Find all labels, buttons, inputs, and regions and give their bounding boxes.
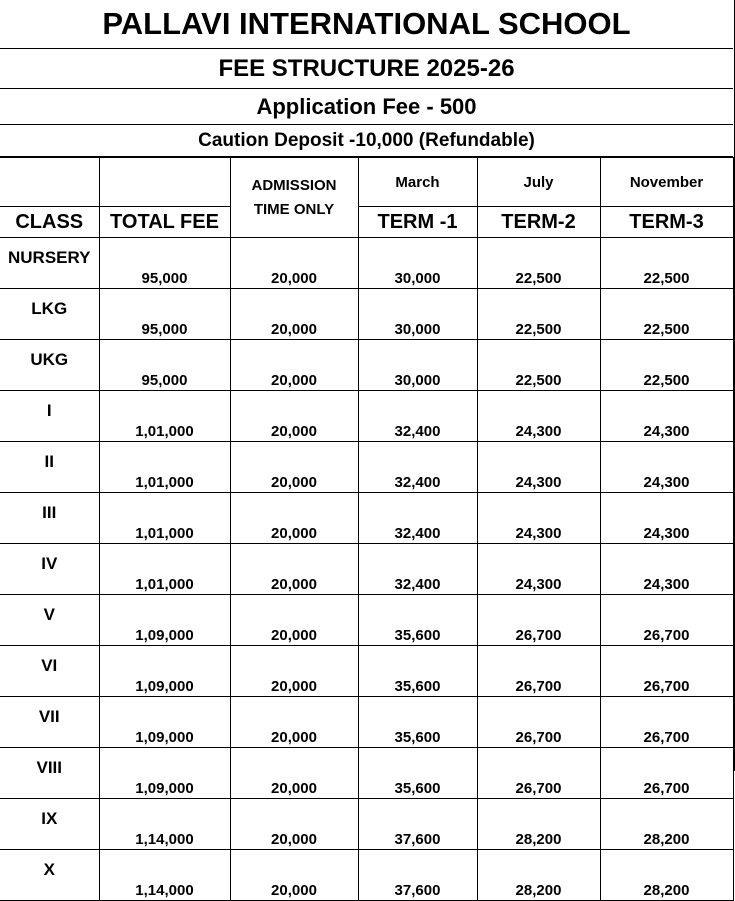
term1-cell: 30,000 [358,340,477,391]
total-fee-cell: 1,01,000 [99,544,230,595]
term3-cell: 26,700 [600,697,733,748]
term2-cell: 26,700 [477,595,600,646]
term2-cell: 22,500 [477,289,600,340]
term2-cell: 24,300 [477,493,600,544]
term1-cell: 35,600 [358,697,477,748]
class-cell: V [0,595,99,646]
admission-line2: TIME ONLY [253,200,335,218]
class-cell: VI [0,646,99,697]
total-fee-cell: 1,09,000 [99,697,230,748]
class-cell: IV [0,544,99,595]
total-fee-cell: 95,000 [99,238,230,289]
table-row [0,289,733,340]
class-cell: VIII [0,748,99,799]
term1-cell: 35,600 [358,595,477,646]
fee-structure-title: FEE STRUCTURE 2025-26 [0,49,733,89]
table-row [0,748,733,799]
total-fee-cell: 1,01,000 [99,493,230,544]
term2-cell: 24,300 [477,544,600,595]
total-fee-cell: 1,14,000 [99,799,230,850]
table-row [0,493,733,544]
table-row [0,697,733,748]
term2-cell: 28,200 [477,850,600,901]
term1-cell: 37,600 [358,850,477,901]
class-cell: II [0,442,99,493]
table-row [0,799,733,850]
admission-fee-cell: 20,000 [230,850,358,901]
header-admission [230,158,358,238]
term3-cell: 26,700 [600,646,733,697]
term1-cell: 35,600 [358,748,477,799]
total-fee-cell: 1,09,000 [99,748,230,799]
table-row [0,238,733,289]
table-row [0,595,733,646]
header-term-1: TERM -1 [358,207,477,238]
total-fee-cell: 1,09,000 [99,595,230,646]
header-term-2: TERM-2 [477,207,600,238]
term1-cell: 32,400 [358,493,477,544]
total-fee-cell: 1,01,000 [99,391,230,442]
class-cell: III [0,493,99,544]
fee-table [0,157,734,901]
term2-cell: 22,500 [477,238,600,289]
header-month-november: November [600,158,733,207]
admission-fee-cell: 20,000 [230,544,358,595]
term2-cell: 26,700 [477,748,600,799]
total-fee-cell: 1,01,000 [99,442,230,493]
header-term-3: TERM-3 [600,207,733,238]
table-row [0,646,733,697]
term3-cell: 26,700 [600,595,733,646]
admission-fee-cell: 20,000 [230,493,358,544]
header-blank-class [0,158,99,207]
caution-deposit: Caution Deposit -10,000 (Refundable) [0,125,733,157]
term2-cell: 26,700 [477,646,600,697]
term1-cell: 32,400 [358,544,477,595]
header-row-terms [0,207,733,238]
term3-cell: 22,500 [600,238,733,289]
term3-cell: 28,200 [600,850,733,901]
admission-fee-cell: 20,000 [230,442,358,493]
header-blank-total [99,158,230,207]
class-cell: IX [0,799,99,850]
table-row [0,442,733,493]
total-fee-cell: 1,09,000 [99,646,230,697]
header-month-march: March [358,158,477,207]
header-row-months [0,158,733,207]
term1-cell: 32,400 [358,442,477,493]
admission-fee-cell: 20,000 [230,697,358,748]
class-cell: NURSERY [0,238,99,289]
admission-fee-cell: 20,000 [230,646,358,697]
class-cell: I [0,391,99,442]
term1-cell: 37,600 [358,799,477,850]
class-cell: X [0,850,99,901]
term3-cell: 24,300 [600,544,733,595]
term1-cell: 35,600 [358,646,477,697]
term3-cell: 26,700 [600,748,733,799]
school-name: PALLAVI INTERNATIONAL SCHOOL [0,0,733,49]
admission-fee-cell: 20,000 [230,595,358,646]
term3-cell: 28,200 [600,799,733,850]
term3-cell: 24,300 [600,391,733,442]
admission-fee-cell: 20,000 [230,289,358,340]
total-fee-cell: 95,000 [99,289,230,340]
term2-cell: 24,300 [477,442,600,493]
admission-fee-cell: 20,000 [230,748,358,799]
term3-cell: 22,500 [600,340,733,391]
header-class: CLASS [0,207,99,238]
class-cell: UKG [0,340,99,391]
total-fee-cell: 1,14,000 [99,850,230,901]
term2-cell: 22,500 [477,340,600,391]
table-row [0,340,733,391]
table-row [0,850,733,901]
term2-cell: 28,200 [477,799,600,850]
class-cell: LKG [0,289,99,340]
table-row [0,544,733,595]
term2-cell: 26,700 [477,697,600,748]
admission-fee-cell: 20,000 [230,340,358,391]
application-fee: Application Fee - 500 [0,89,733,125]
term1-cell: 30,000 [358,238,477,289]
term3-cell: 24,300 [600,493,733,544]
term3-cell: 24,300 [600,442,733,493]
table-row [0,391,733,442]
header-total-fee: TOTAL FEE [99,207,230,238]
admission-line1: ADMISSION [251,176,337,194]
term2-cell: 24,300 [477,391,600,442]
term1-cell: 30,000 [358,289,477,340]
term1-cell: 32,400 [358,391,477,442]
admission-fee-cell: 20,000 [230,391,358,442]
admission-fee-cell: 20,000 [230,799,358,850]
admission-fee-cell: 20,000 [230,238,358,289]
class-cell: VII [0,697,99,748]
header-month-july: July [477,158,600,207]
total-fee-cell: 95,000 [99,340,230,391]
term3-cell: 22,500 [600,289,733,340]
